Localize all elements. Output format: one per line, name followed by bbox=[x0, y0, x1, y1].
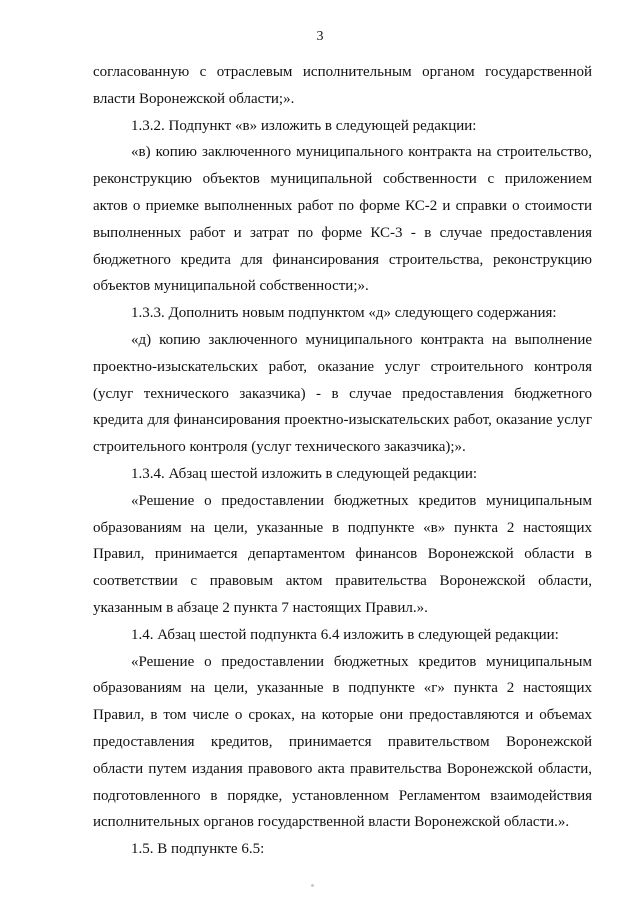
paragraph-1-3-3: 1.3.3. Дополнить новым подпунктом «д» следующего содержания: bbox=[131, 305, 557, 322]
footer-dot bbox=[311, 884, 314, 887]
paragraph-subitem-d: «д) копию заключенного муниципального контракта на выполнение проектно-изыскательских работ, оказание услуг строительного контроля (услуг технического заказчика) - в случае предоставления бюджетного кредита для финансирования проектно-изыскательских работ, оказание услуг строительного контроля (услуг технического заказчика);». bbox=[93, 331, 592, 456]
paragraph-1-5: 1.5. В подпункте 6.5: bbox=[131, 841, 265, 858]
document-body bbox=[93, 59, 592, 863]
paragraph-1-4: 1.4. Абзац шестой подпункта 6.4 изложить в следующей редакции: bbox=[131, 626, 559, 643]
paragraph-continuation: согласованную с отраслевым исполнительным органом государственной власти Воронежской области;». bbox=[93, 64, 592, 107]
paragraph-1-3-2: 1.3.2. Подпункт «в» изложить в следующей редакции: bbox=[131, 117, 477, 134]
paragraph-subitem-v: «в) копию заключенного муниципального контракта на строительство, реконструкцию объектов муниципальной собственности с приложением актов о приемке выполненных работ по форме КС-2 и справки о стоимости выполненных работ и затрат по форме КС-3 - в случае предоставления бюджетного кредита для финансирования строительства, реконструкцию объектов муниципальной собственности;». bbox=[93, 144, 592, 295]
paragraph-1-3-4: 1.3.4. Абзац шестой изложить в следующей редакции: bbox=[131, 465, 478, 482]
page-number: 3 bbox=[316, 29, 324, 44]
paragraph-decision-g: «Решение о предоставлении бюджетных кредитов муниципальным образованиям на цели, указанные в подпункте «г» пункта 2 настоящих Правил, в том числе о сроках, на которые они предоставляются и объемах предоставления кредитов, принимается правительством Воронежской области путем издания правового акта правительства Воронежской области, подготовленного в порядке, установленном Регламентом взаимодействия исполнительных органов государственной власти Воронежской области.». bbox=[93, 653, 592, 831]
paragraph-decision-v: «Решение о предоставлении бюджетных кредитов муниципальным образованиям на цели, указанные в подпункте «в» пункта 2 настоящих Правил, принимается департаментом финансов Воронежской области в соответствии с правовым актом правительства Воронежской области, указанным в абзаце 2 пункта 7 настоящих Правил.». bbox=[93, 492, 592, 616]
